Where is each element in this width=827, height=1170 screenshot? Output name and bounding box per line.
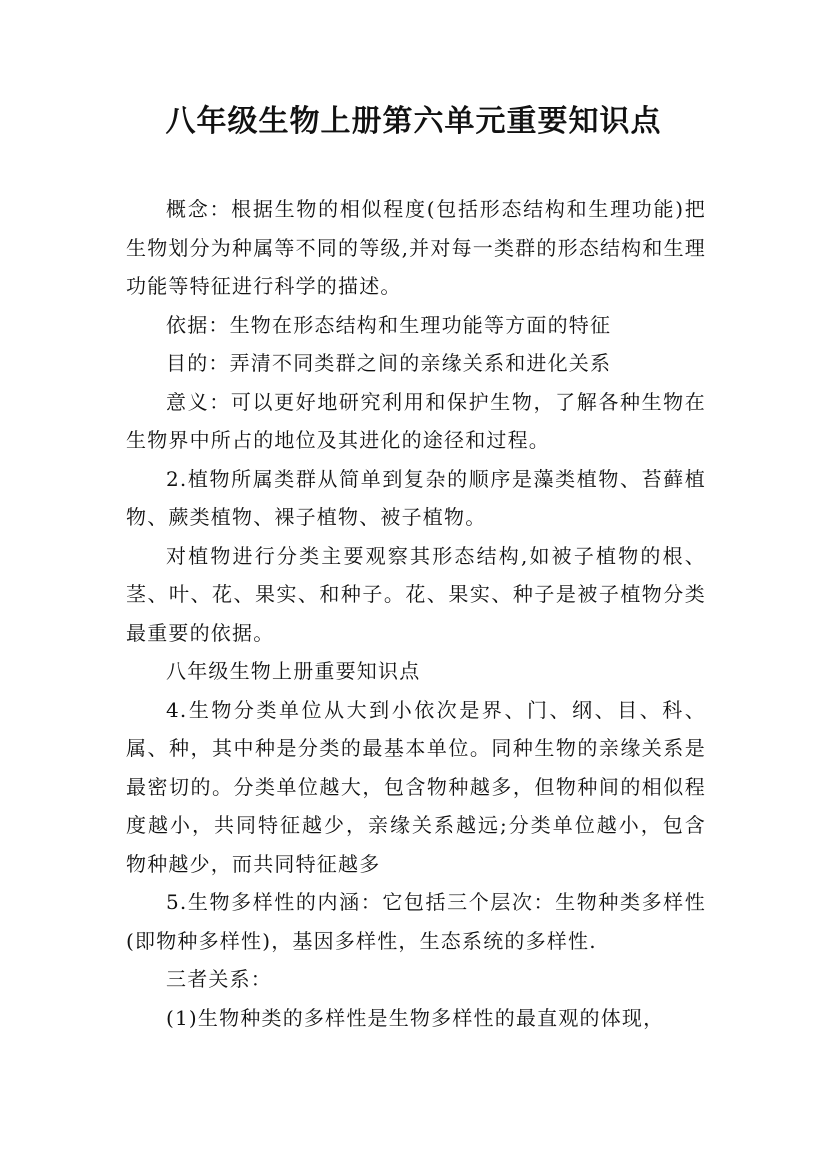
paragraph-taxonomy-units: 4.生物分类单位从大到小依次是界、门、纲、目、科、属、种，其中种是分类的最基本单位。同种生物的亲缘关系是最密切的。分类单位越大，包含物种越多，但物种间的相似程度越小，共同特征越少，亲缘关系越远;分类单位越小，包含物种越少，而共同特征越多 xyxy=(126,697,706,876)
document-body xyxy=(126,190,706,1037)
document-title: 八年级生物上册第六单元重要知识点 xyxy=(165,104,662,139)
paragraph-plant-classification: 对植物进行分类主要观察其形态结构,如被子植物的根、茎、叶、花、果实、和种子。花、果实、种子是被子植物分类最重要的依据。 xyxy=(126,543,706,645)
paragraph-basis: 依据：生物在形态结构和生理功能等方面的特征 xyxy=(166,312,612,337)
paragraph-purpose: 目的：弄清不同类群之间的亲缘关系和进化关系 xyxy=(166,351,612,375)
paragraph-relationship: 三者关系： xyxy=(166,967,272,991)
paragraph-biodiversity: 5.生物多样性的内涵：它包括三个层次：生物种类多样性(即物种多样性)，基因多样性，生态系统的多样性. xyxy=(126,890,706,953)
paragraph-subheading: 八年级生物上册重要知识点 xyxy=(166,659,421,683)
paragraph-concept: 概念：根据生物的相似程度(包括形态结构和生理功能)把生物划分为种属等不同的等级,并对每一类群的形态结构和生理功能等特征进行科学的描述。 xyxy=(126,197,706,298)
paragraph-plant-groups: 2.植物所属类群从简单到复杂的顺序是藻类植物、苔藓植物、蕨类植物、裸子植物、被子植物。 xyxy=(126,466,706,529)
paragraph-species-diversity: (1)生物种类的多样性是生物多样性的最直观的体现， xyxy=(166,1005,665,1030)
paragraph-significance: 意义：可以更好地研究利用和保护生物，了解各种生物在生物界中所占的地位及其进化的途径和过程。 xyxy=(126,389,706,452)
